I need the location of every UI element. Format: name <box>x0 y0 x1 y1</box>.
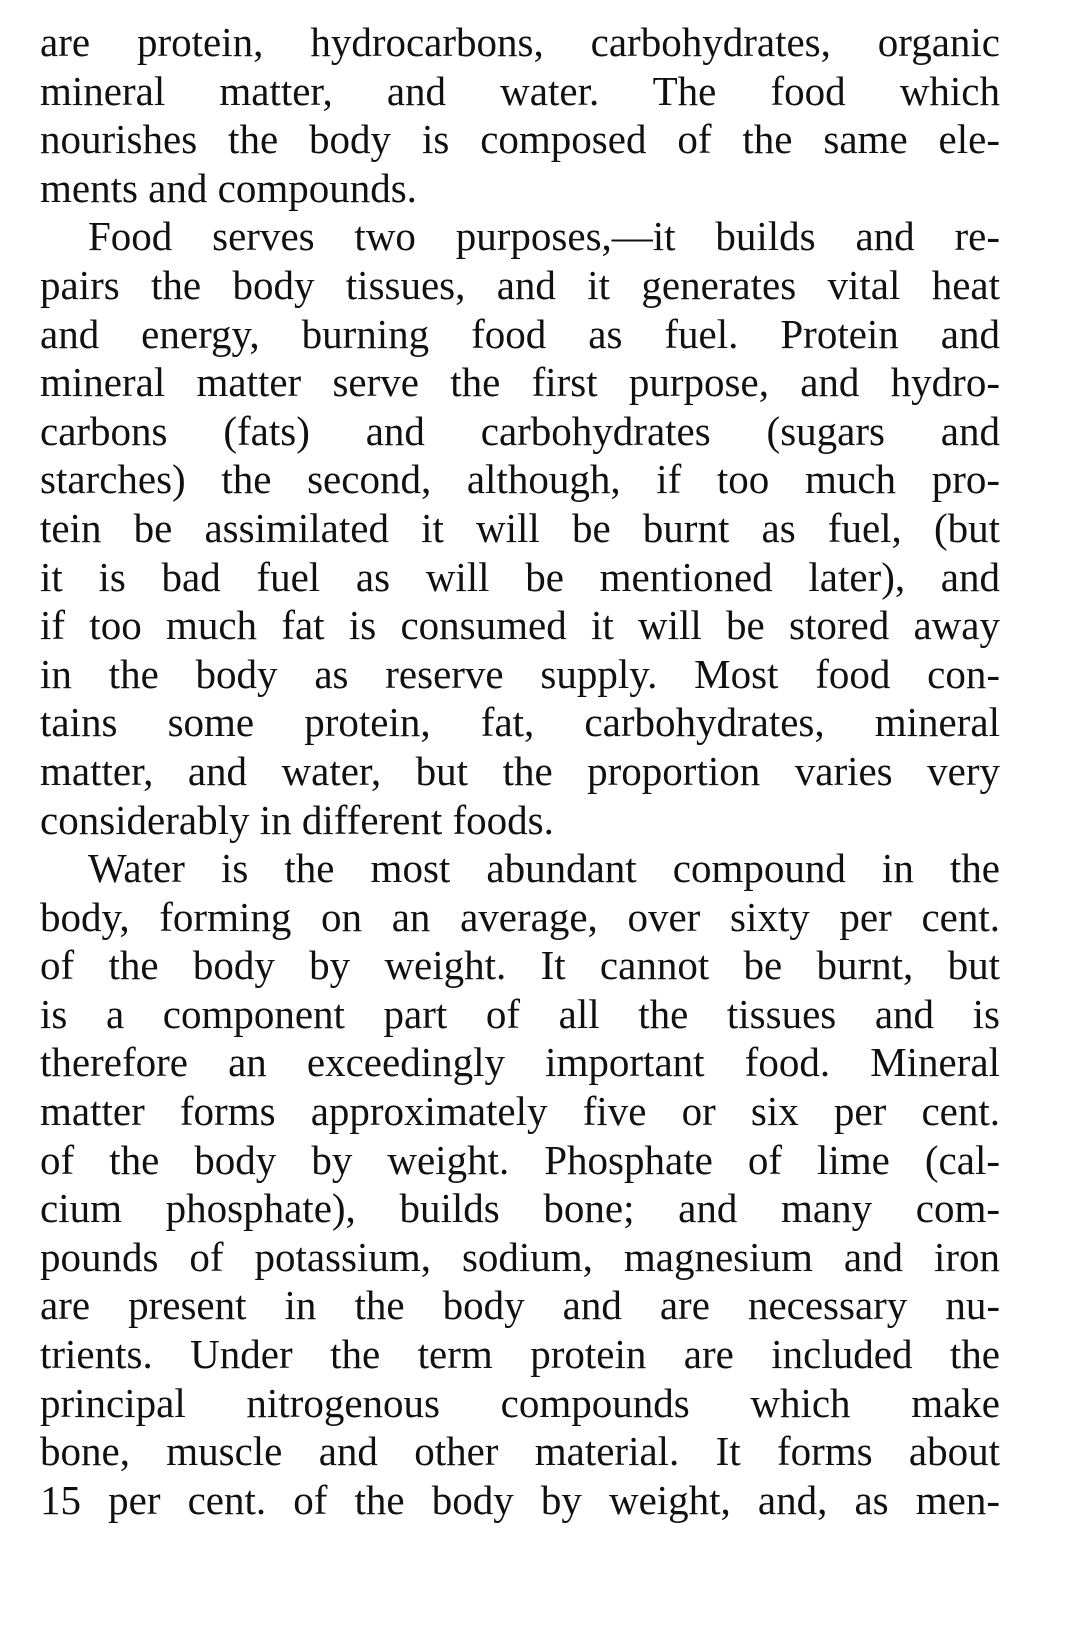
text-line: matter forms approximately five or six per cent. <box>40 1088 1000 1135</box>
text-line: and energy, burning food as fuel. Protein and <box>40 310 1000 357</box>
text-line: cium phosphate), builds bone; and many com- <box>40 1185 1000 1232</box>
text-line: matter, and water, but the proportion varies very <box>40 747 1000 794</box>
text-line: tein be assimilated it will be burnt as fuel, (but <box>40 504 1000 551</box>
paragraph-3 <box>40 844 1046 1524</box>
text-line: considerably in different foods. <box>40 796 554 843</box>
text-line: trients. Under the term protein are included the <box>40 1331 1000 1378</box>
text-line: it is bad fuel as will be mentioned later), and <box>40 553 1000 600</box>
text-line: are protein, hydrocarbons, carbohydrates, organic <box>40 19 1000 65</box>
paragraph-2 <box>40 212 1046 844</box>
text-line: pounds of potassium, sodium, magnesium and iron <box>40 1233 1000 1280</box>
text-line: of the body by weight. It cannot be burnt, but <box>40 942 1000 989</box>
text-line: pairs the body tissues, and it generates vital heat <box>40 261 1000 308</box>
text-line: is a component part of all the tissues and is <box>40 990 1000 1037</box>
text-line: ments and compounds. <box>40 164 417 211</box>
text-line: tains some protein, fat, carbohydrates, mineral <box>40 699 1000 746</box>
text-line: carbons (fats) and carbohydrates (sugars and <box>40 407 1000 454</box>
paragraph-1 <box>40 18 1046 212</box>
text-line: Water is the most abundant compound in the <box>88 845 1000 892</box>
text-line: mineral matter serve the first purpose, and hydro- <box>40 359 1000 406</box>
text-line: of the body by weight. Phosphate of lime (cal- <box>40 1136 1000 1183</box>
text-line: in the body as reserve supply. Most food con- <box>40 650 1000 697</box>
text-line: if too much fat is consumed it will be stored away <box>40 602 1000 649</box>
text-line: starches) the second, although, if too much pro- <box>40 456 1000 503</box>
text-line: mineral matter, and water. The food which <box>40 67 1000 114</box>
text-line: are present in the body and are necessary nu- <box>40 1282 1000 1329</box>
text-line: therefore an exceedingly important food. Mineral <box>40 1039 1000 1086</box>
text-line: Food serves two purposes,—it builds and re- <box>88 213 1000 260</box>
text-line: body, forming on an average, over sixty per cent. <box>40 893 1000 940</box>
text-line: bone, muscle and other material. It forms about <box>40 1428 1000 1475</box>
text-line: 15 per cent. of the body by weight, and, as men- <box>40 1476 1000 1523</box>
text-line: nourishes the body is composed of the same ele- <box>40 116 1000 163</box>
text-line: principal nitrogenous compounds which make <box>40 1379 1000 1426</box>
